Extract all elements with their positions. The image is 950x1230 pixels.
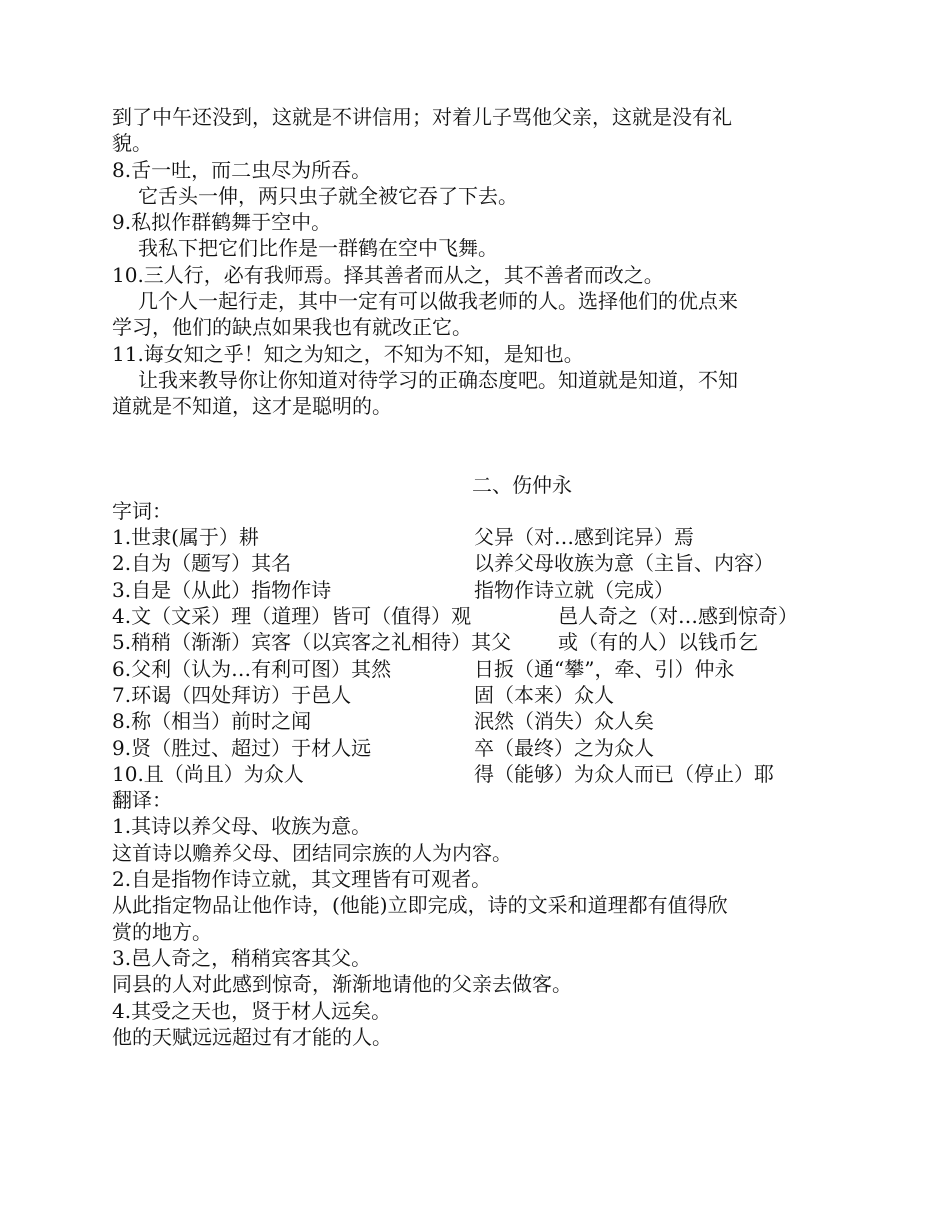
document-page [112,104,852,1050]
text-line: 9.私拟作群鹤舞于空中。 [112,210,332,235]
text-line: 4.其受之天也，贤于材人远矣。 [112,998,392,1023]
text-line: 几个人一起行走，其中一定有可以做我老师的人。选择他们的优点来 [138,289,738,314]
text-line: 10.三人行，必有我师焉。择其善者而从之，其不善者而改之。 [112,262,664,287]
vocab-row [112,577,852,603]
vocab-left: 1.世隶(属于）耕 [112,525,259,550]
vocab-row [112,550,852,576]
vocab-row [112,524,852,550]
text-line: 3.邑人奇之，稍稍宾客其父。 [112,945,372,970]
top-section [112,104,852,420]
vocab-left: 7.环谒（四处拜访）于邑人 [112,682,352,707]
vocab-right: 以养父母收族为意（主旨、内容） [474,551,774,576]
text-line: 道就是不知道，这才是聪明的。 [112,394,392,419]
section-title: 二、伤仲永 [472,472,572,497]
vocab-left: 8.称（相当）前时之闻 [112,709,312,734]
translation-section [112,787,852,1050]
text-line: 貌。 [112,131,152,156]
vocab-left: 5.稍稍（渐渐）宾客（以宾客之礼相待）其父 [112,630,512,655]
vocab-heading: 字词： [112,498,172,523]
vocab-row [112,656,852,682]
text-line: 8.舌一吐，而二虫尽为所吞。 [112,157,372,182]
vocab-left: 4.文（文采）理（道理）皆可（值得）观 [112,604,472,629]
vocab-row [112,735,852,761]
vocab-right: 父异（对…感到诧异）焉 [474,525,694,550]
vocab-right: 或（有的人）以钱币乞 [558,630,758,655]
text-line: 学习，他们的缺点如果我也有就改正它。 [112,315,472,340]
text-line: 他的天赋远远超过有才能的人。 [112,1024,392,1049]
text-line: 让我来教导你让你知道对待学习的正确态度吧。知道就是知道，不知 [138,367,738,392]
text-line: 1.其诗以养父母、收族为意。 [112,814,372,839]
text-line: 我私下把它们比作是一群鹤在空中飞舞。 [138,236,498,261]
text-line: 11.诲女知之乎！知之为知之，不知为不知，是知也。 [112,341,584,366]
vocab-right: 邑人奇之（对…感到惊奇） [558,604,798,629]
text-line: 它舌头一伸，两只虫子就全被它吞了下去。 [138,183,518,208]
vocab-right: 日扳（通“攀”，牵、引）仲永 [474,656,735,681]
text-line: 这首诗以赡养父母、团结同宗族的人为内容。 [112,840,512,865]
vocab-right: 卒（最终）之为众人 [474,735,654,760]
section-spacer [112,420,852,472]
vocab-row [112,682,852,708]
vocab-left: 2.自为（题写）其名 [112,551,292,576]
vocab-right: 指物作诗立就（完成） [474,577,674,602]
vocab-row [112,708,852,734]
vocab-section [112,498,852,787]
vocab-row [112,603,852,629]
vocab-right: 泯然（消失）众人矣 [474,709,654,734]
vocab-right: 固（本来）众人 [474,682,614,707]
vocab-right: 得（能够）为众人而已（停止）耶 [474,761,774,786]
text-line: 赏的地方。 [112,919,212,944]
text-line: 同县的人对此感到惊奇，渐渐地请他的父亲去做客。 [112,972,572,997]
translation-heading: 翻译： [112,788,172,813]
vocab-row [112,761,852,787]
vocab-left: 6.父利（认为…有利可图）其然 [112,656,392,681]
vocab-row [112,629,852,655]
vocab-left: 10.且（尚且）为众人 [112,761,304,786]
text-line: 到了中午还没到，这就是不讲信用；对着儿子骂他父亲，这就是没有礼 [112,105,732,129]
text-line: 2.自是指物作诗立就，其文理皆有可观者。 [112,867,492,892]
vocab-left: 3.自是（从此）指物作诗 [112,577,332,602]
vocab-left: 9.贤（胜过、超过）于材人远 [112,735,372,760]
text-line: 从此指定物品让他作诗，(他能)立即完成，诗的文采和道理都有值得欣 [112,893,728,918]
